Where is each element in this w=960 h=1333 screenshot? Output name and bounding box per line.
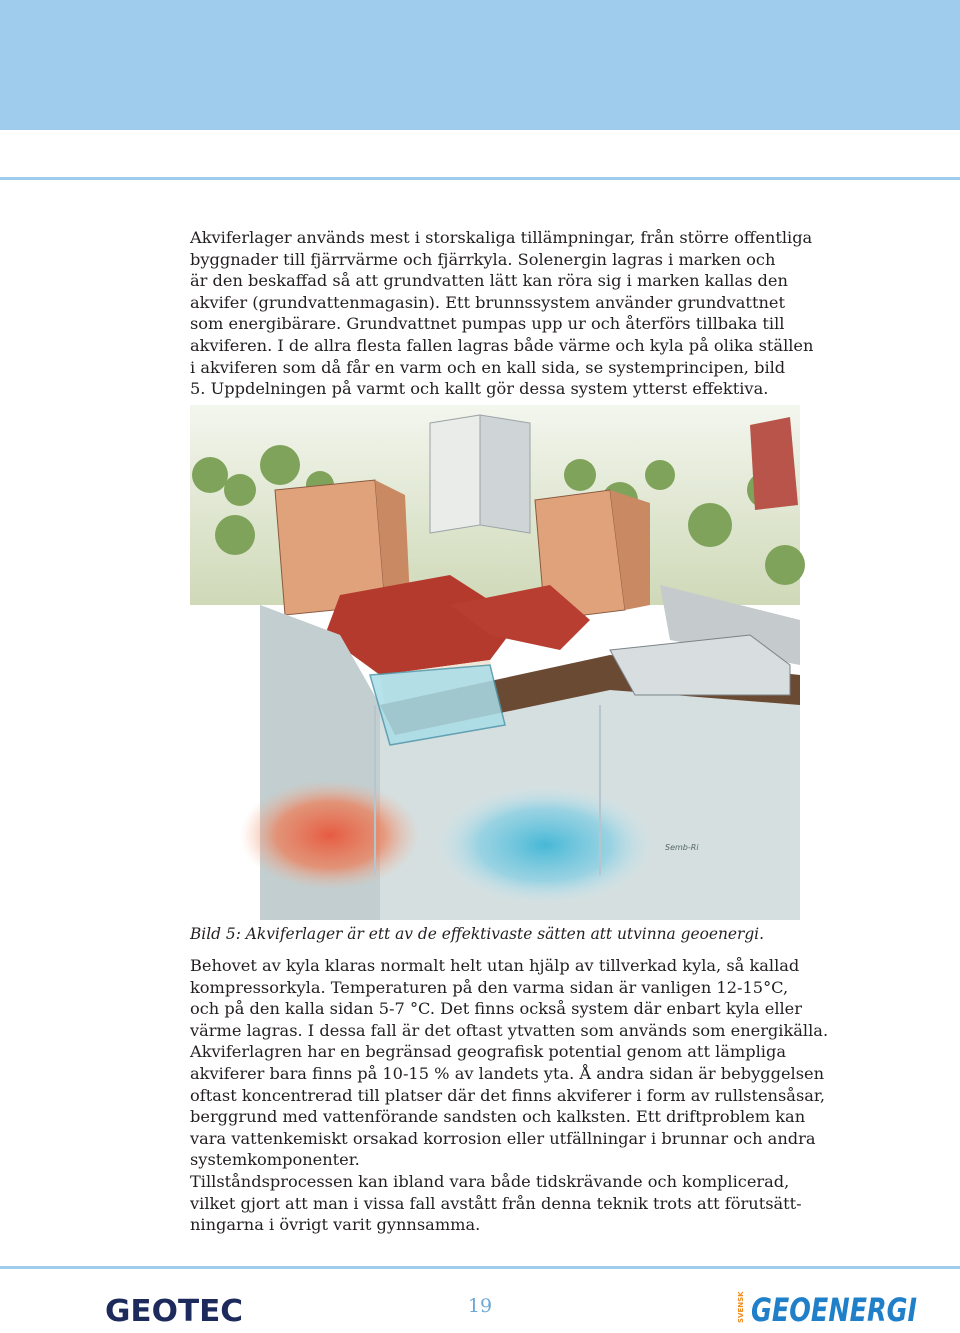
body-line: akviferer bara finns på 10-15 % av landets yta. Å andra sidan är bebyggelsen xyxy=(190,1063,825,1083)
intro-line: som energibärare. Grundvattnet pumpas upp ur och återförs tillbaka till xyxy=(190,314,785,334)
intro-line: akvifer (grundvattenmagasin). Ett brunnssystem använder grundvattnet xyxy=(190,292,785,312)
svensk-logo-text: SVENSK xyxy=(737,1291,745,1323)
body-line: Tillståndsprocessen kan ibland vara både tidskrävande och komplicerad, xyxy=(190,1171,790,1191)
page-number: 19 xyxy=(467,1295,493,1317)
geoenergi-logo-text: GEOENERGI xyxy=(751,1291,918,1329)
intro-paragraph xyxy=(190,227,814,400)
body-line: ningarna i övrigt varit gynnsamma. xyxy=(190,1215,481,1235)
warm-aquifer-zone xyxy=(240,780,420,890)
header-band xyxy=(0,0,960,130)
artist-signature: Semb-Ri xyxy=(665,843,699,852)
cold-aquifer-zone xyxy=(435,785,655,905)
footer-rule xyxy=(0,1266,960,1269)
body-line: värme lagras. I dessa fall är det oftast ytvatten som används som energikälla. xyxy=(190,1020,829,1040)
intro-line: Akviferlager används mest i storskaliga tillämpningar, från större offentliga xyxy=(190,228,813,247)
svensk-geoenergi-logo xyxy=(735,1283,920,1328)
figure-caption: Bild 5: Akviferlager är ett av de effektivaste sätten att utvinna geoenergi. xyxy=(190,925,764,943)
body-line: kompressorkyla. Temperaturen på den varma sidan är vanligen 12-15°C, xyxy=(190,977,789,997)
body-line: vilket gjort att man i vissa fall avstått från denna teknik trots att förutsätt- xyxy=(190,1193,802,1213)
white-tower xyxy=(430,415,530,533)
body-line: oftast koncentrerad till platser där det finns akviferer i form av rullstensåsar, xyxy=(190,1085,826,1105)
body-paragraph xyxy=(190,955,829,1236)
intro-line: 5. Uppdelningen på varmt och kallt gör dessa system ytterst effektiva. xyxy=(190,379,769,399)
geotec-logo-text: GEOTEC xyxy=(105,1294,243,1329)
intro-line: byggnader till fjärrvärme och fjärrkyla. Solenergin lagras i marken och xyxy=(190,249,776,269)
red-tower xyxy=(750,417,798,510)
body-line: vara vattenkemiskt orsakad korrosion eller utfällningar i brunnar och andra xyxy=(190,1128,816,1148)
body-line: berggrund med vattenförande sandsten och kalksten. Ett driftproblem kan xyxy=(190,1107,806,1127)
body-line: Akviferlagren har en begränsad geografisk potential genom att lämpliga xyxy=(190,1042,786,1062)
body-line: Behovet av kyla klaras normalt helt utan hjälp av tillverkad kyla, så kallad xyxy=(190,956,800,975)
intro-line: akviferen. I de allra flesta fallen lagras både värme och kyla på olika ställen xyxy=(190,335,814,355)
intro-line: är den beskaffad så att grundvatten lätt kan röra sig i marken kallas den xyxy=(190,271,788,291)
aquifer-storage-illustration xyxy=(190,405,800,920)
intro-line: i akviferen som då får en varm och en kall sida, se systemprincipen, bild xyxy=(190,357,786,377)
body-line: och på den kalla sidan 5-7 °C. Det finns också system där enbart kyla eller xyxy=(190,999,802,1019)
body-line: systemkomponenter. xyxy=(190,1150,360,1170)
header-rule xyxy=(0,177,960,180)
